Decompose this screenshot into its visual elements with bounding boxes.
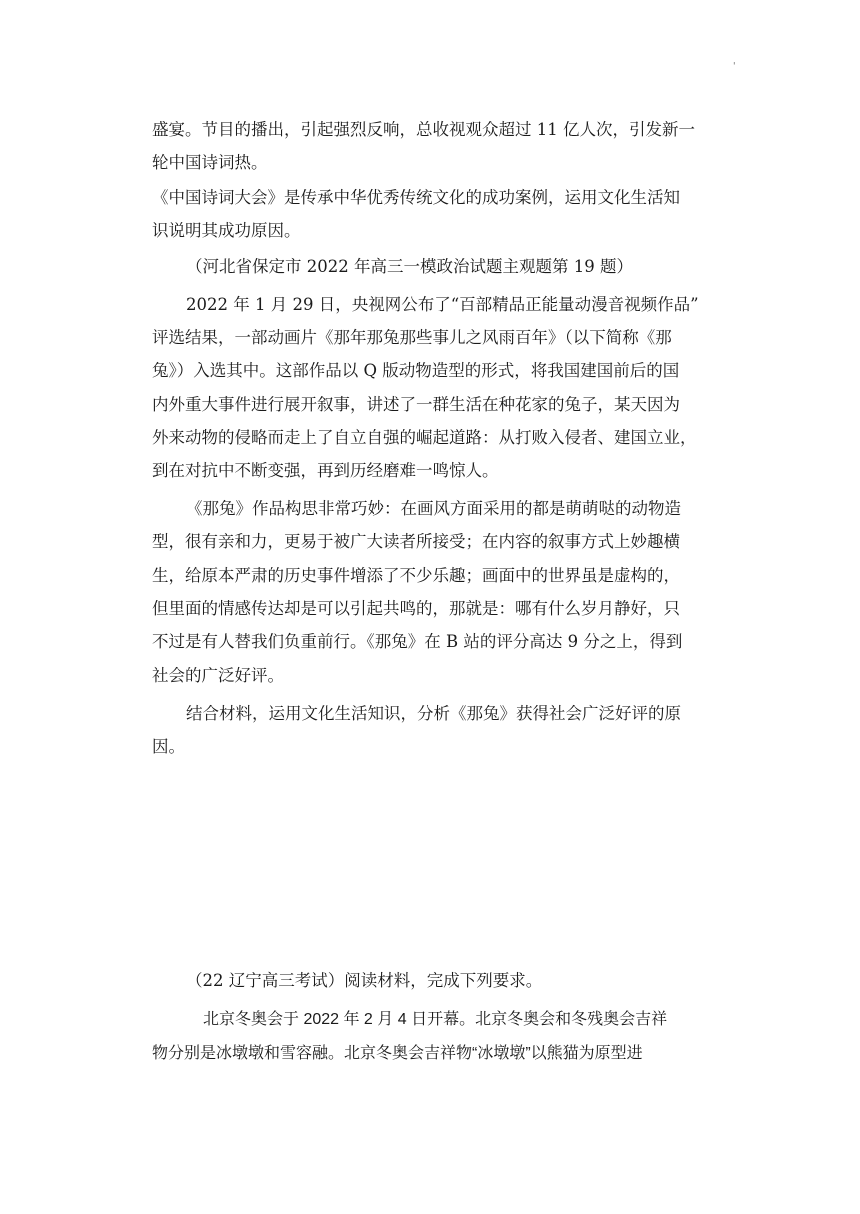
section2-question-line-2: 因。 [152, 737, 185, 756]
section1-line-2: 轮中国诗词热。 [152, 153, 268, 172]
section2-para1-line-3: 兔》）入选其中。这部作品以 Q 版动物造型的形式，将我国建国前后的国 [152, 361, 680, 380]
section1-line-4: 识说明其成功原因。 [152, 221, 301, 240]
section2-para1-line-6: 到在对抗中不断变强，再到历经磨难一鸣惊人。 [152, 461, 499, 480]
section2-source: （河北省保定市 2022 年高三一模政治试题主观题第 19 题） [186, 257, 633, 276]
section2-para1-line-4: 内外重大事件进行展开叙事，讲述了一群生活在种花家的兔子，某天因为 [152, 395, 680, 414]
section2-para2-line-4: 但里面的情感传达却是可以引起共鸣的，那就是：哪有什么岁月静好，只 [152, 599, 680, 618]
section2-para1-line-1: 2022 年 1 月 29 日，央视网公布了“百部精品正能量动漫音视频作品” [186, 295, 699, 314]
section2-para2-line-1: 《那兔》作品构思非常巧妙：在画风方面采用的都是萌萌哒的动物造 [186, 499, 681, 518]
section2-para1-line-5: 外来动物的侵略而走上了自立自强的崛起道路：从打败入侵者、建国立业， [152, 428, 697, 447]
section2-para2-line-2: 型，很有亲和力，更易于被广大读者所接受；在内容的叙事方式上妙趣横 [152, 532, 680, 551]
section3-para1-line-2: 物分别是冰墩墩和雪容融。北京冬奥会吉祥物“冰墩墩”以熊猫为原型进 [152, 1045, 643, 1062]
page-mark: ' [733, 62, 736, 72]
section1-line-3: 《中国诗词大会》是传承中华优秀传统文化的成功案例，运用文化生活知 [152, 188, 680, 207]
section2-para1-line-2: 评选结果，一部动画片《那年那兔那些事儿之风雨百年》（以下简称《那 [152, 328, 672, 347]
section2-para2-line-5: 不过是有人替我们负重前行。《那兔》在 B 站的评分高达 9 分之上，得到 [152, 632, 683, 651]
section3-source: （22 辽宁高三考试）阅读材料，完成下列要求。 [186, 971, 543, 990]
section2-para2-line-3: 生，给原本严肃的历史事件增添了不少乐趣；画面中的世界虽是虚构的， [152, 566, 680, 585]
section2-question-line-1: 结合材料，运用文化生活知识，分析《那兔》获得社会广泛好评的原 [186, 704, 681, 723]
section2-para2-line-6: 社会的广泛好评。 [152, 666, 284, 685]
section1-line-1: 盛宴。节目的播出，引起强烈反响，总收视观众超过 11 亿人次，引发新一 [152, 120, 695, 139]
section3-para1-line-1: 北京冬奥会于 2022 年 2 月 4 日开幕。北京冬奥会和冬残奥会吉祥 [203, 1011, 668, 1028]
